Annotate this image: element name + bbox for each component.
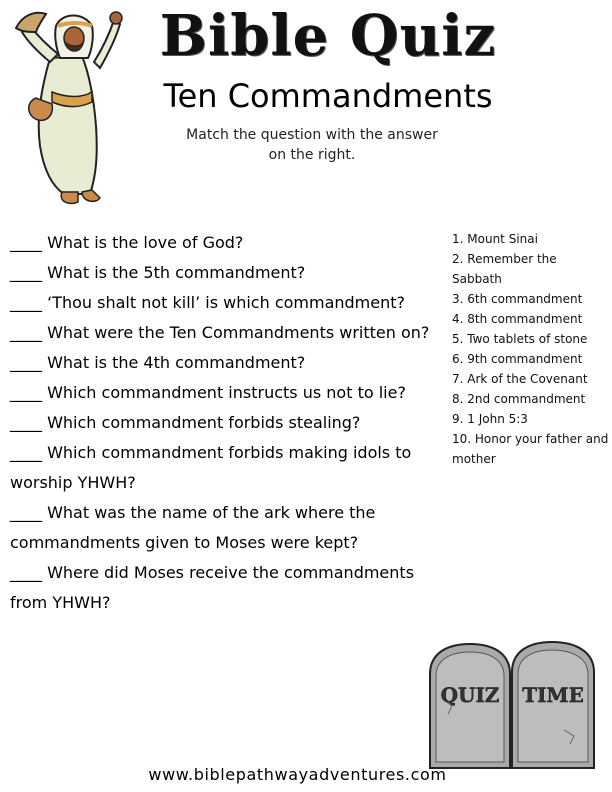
question-item: ____ What is the 5th commandment? <box>10 263 306 282</box>
instructions-text: Match the question with the answer on the right. <box>186 127 438 163</box>
question-item: ____ ‘Thou shalt not kill’ is which commandment? <box>10 293 406 312</box>
answer-list <box>452 229 610 469</box>
answer-item: 10. Honor your father and mother <box>452 432 609 466</box>
question-item: ____ Where did Moses receive the commandments from YHWH? <box>10 563 415 612</box>
answer-item: 5. Two tablets of stone <box>452 332 588 346</box>
question-item: ____ Which commandment forbids stealing? <box>10 413 361 432</box>
tablet-right-text: TIME <box>522 683 584 707</box>
answer-item: 7. Ark of the Covenant <box>452 372 588 386</box>
page-subtitle: Ten Commandments <box>163 77 493 115</box>
question-item: ____ What is the love of God? <box>10 233 244 252</box>
page-title: Bible Quiz <box>159 3 497 69</box>
answer-item: 4. 8th commandment <box>452 312 583 326</box>
question-item: ____ Which commandment instructs us not to lie? <box>10 383 406 402</box>
question-item: ____ Which commandment forbids making idols to worship YHWH? <box>10 443 412 492</box>
footer-website: www.biblepathwayadventures.com <box>148 765 447 784</box>
answer-item: 9. 1 John 5:3 <box>452 412 528 426</box>
tablet-left-text: QUIZ <box>440 683 500 707</box>
moses-illustration <box>12 6 127 208</box>
quiz-time-tablets-illustration <box>424 640 600 770</box>
answer-item: 2. Remember the Sabbath <box>452 252 557 286</box>
answer-item: 1. Mount Sinai <box>452 232 538 246</box>
answer-item: 8. 2nd commandment <box>452 392 586 406</box>
question-item: ____ What is the 4th commandment? <box>10 353 306 372</box>
answer-item: 3. 6th commandment <box>452 292 583 306</box>
question-item: ____ What was the name of the ark where the commandments given to Moses were kept? <box>10 503 376 552</box>
question-list <box>10 228 442 618</box>
answer-item: 6. 9th commandment <box>452 352 583 366</box>
question-item: ____ What were the Ten Commandments written on? <box>10 323 430 342</box>
